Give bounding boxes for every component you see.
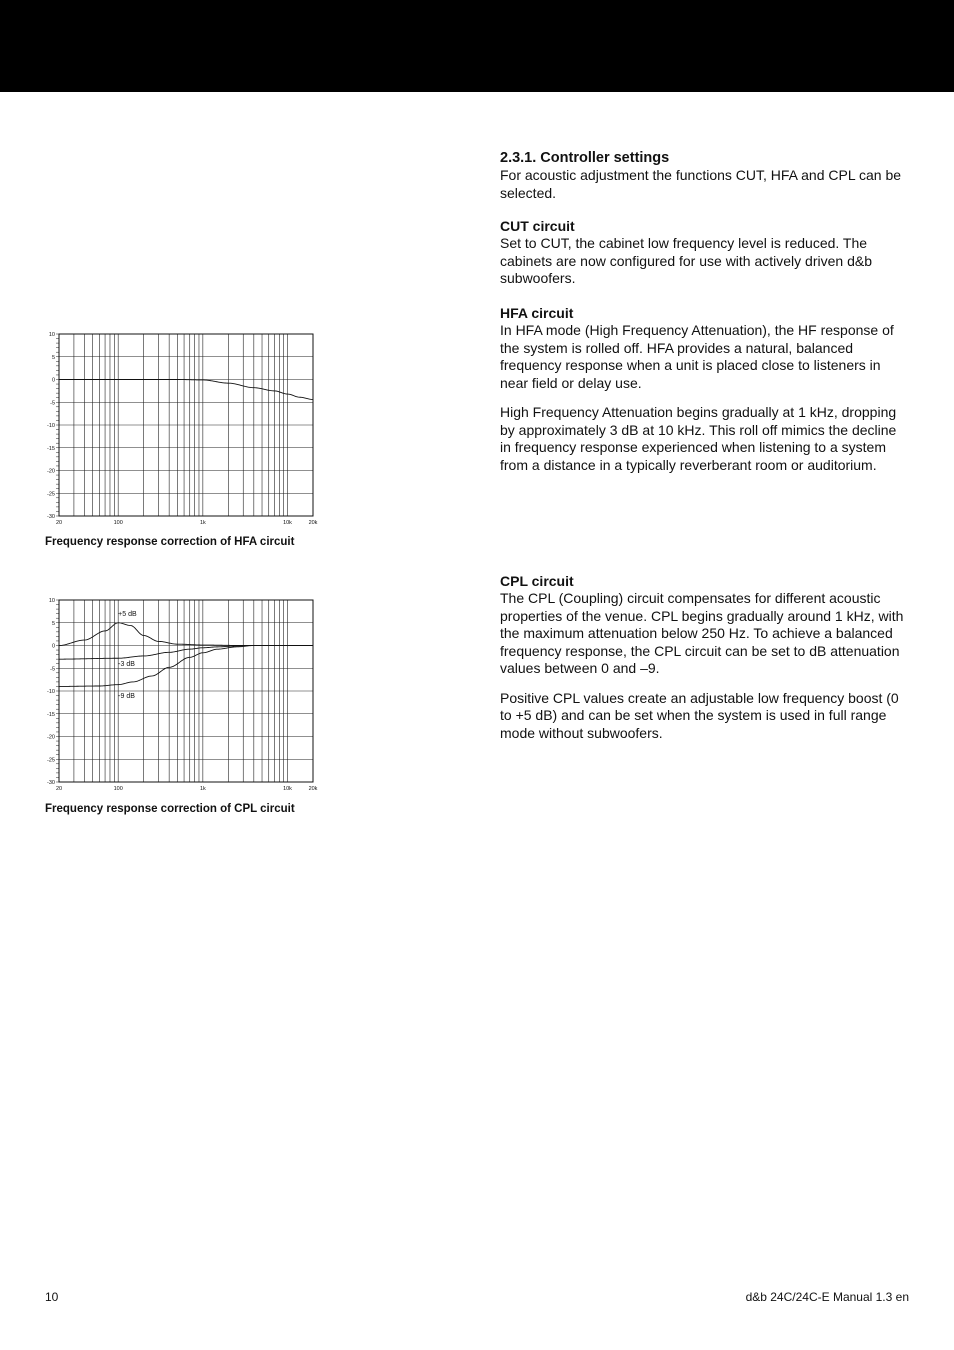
- hfa-paragraph-2: High Frequency Attenuation begins gradually at 1 kHz, dropping by approximately 3 dB at 10 kHz. This roll off mimics the decline in frequency response experienced when listening to a system from a distance in a typically reverberant room or auditorium.: [500, 404, 897, 473]
- y-tick-label: 5: [51, 354, 55, 361]
- hfa-chart-caption: Frequency response correction of HFA circuit: [45, 536, 295, 548]
- cpl-paragraph-2: Positive CPL values create an adjustable low frequency boost (0 to +5 dB) and can be set when the system is used in full range mode without subwoofers.: [500, 689, 899, 741]
- series-label: +5 dB: [118, 610, 137, 618]
- y-tick-label: -20: [47, 468, 55, 475]
- hfa-heading: HFA circuit: [500, 305, 574, 321]
- hfa-section: [500, 305, 910, 474]
- cpl-frequency-response-chart: [36, 592, 326, 798]
- y-tick-label: -5: [50, 666, 55, 673]
- controller-settings-section: [500, 150, 910, 202]
- x-tick-label: 10k: [283, 520, 292, 526]
- y-tick-label: -20: [47, 734, 55, 741]
- series-label: -3 dB: [118, 660, 135, 668]
- x-tick-label: 10k: [283, 786, 292, 792]
- series-label: -9 dB: [118, 692, 135, 700]
- x-tick-label: 1k: [199, 786, 206, 792]
- header-bar: [0, 0, 954, 92]
- section-heading: 2.3.1. Controller settings: [500, 150, 670, 166]
- series-line-9-db: [59, 646, 313, 687]
- y-tick-label: -25: [47, 757, 55, 764]
- x-tick-label: 20k: [308, 520, 318, 526]
- x-tick-label: 100: [113, 520, 123, 526]
- y-tick-label: -30: [47, 514, 55, 520]
- cut-body: Set to CUT, the cabinet low frequency level is reduced. The cabinets are now configured for use with actively driven d&b subwoofers.: [500, 235, 872, 286]
- cpl-section: [500, 573, 910, 742]
- x-tick-label: 20k: [308, 786, 318, 792]
- series-line-hfa: [59, 380, 313, 400]
- y-tick-label: -15: [47, 445, 55, 452]
- y-tick-label: -5: [50, 400, 55, 407]
- x-tick-label: 1k: [199, 520, 206, 526]
- cut-heading: CUT circuit: [500, 218, 575, 234]
- y-tick-label: -10: [47, 423, 55, 429]
- y-tick-label: 0: [51, 643, 55, 650]
- cpl-chart-caption: Frequency response correction of CPL circuit: [45, 803, 295, 815]
- y-tick-label: 0: [51, 377, 55, 384]
- series-line-5-db: [59, 623, 313, 646]
- y-tick-label: -10: [47, 689, 55, 695]
- x-tick-label: 20: [55, 520, 63, 526]
- y-tick-label: 5: [51, 620, 55, 627]
- y-tick-label: -15: [47, 711, 55, 718]
- y-tick-label: 10: [48, 598, 55, 604]
- hfa-paragraph-1: In HFA mode (High Frequency Attenuation), the HF response of the system is rolled off. HFA provides a natural, balanced frequency response when a unit is placed close to listeners in near field or delay use.: [500, 322, 894, 391]
- x-tick-label: 20: [55, 786, 63, 792]
- hfa-frequency-response-chart: [36, 326, 326, 532]
- manual-title: d&b 24C/24C-E Manual 1.3 en: [745, 1290, 909, 1304]
- section-intro: For acoustic adjustment the functions CUT, HFA and CPL can be selected.: [500, 167, 902, 201]
- cut-section: [500, 218, 910, 288]
- y-tick-label: 10: [48, 332, 55, 338]
- y-tick-label: -25: [47, 491, 55, 498]
- page-number: 10: [45, 1290, 59, 1304]
- x-tick-label: 100: [113, 786, 123, 792]
- series-line-3-db: [59, 646, 313, 660]
- cpl-paragraph-1: The CPL (Coupling) circuit compensates for different acoustic properties of the venue. CPL begins gradually around 1 kHz, with the maximum attenuation below 250 Hz. To achieve a balanced frequency response, the CPL circuit can be set to dB attenuation values between 0 and –9.: [500, 590, 904, 676]
- cpl-heading: CPL circuit: [500, 573, 574, 589]
- y-tick-label: -30: [47, 780, 55, 786]
